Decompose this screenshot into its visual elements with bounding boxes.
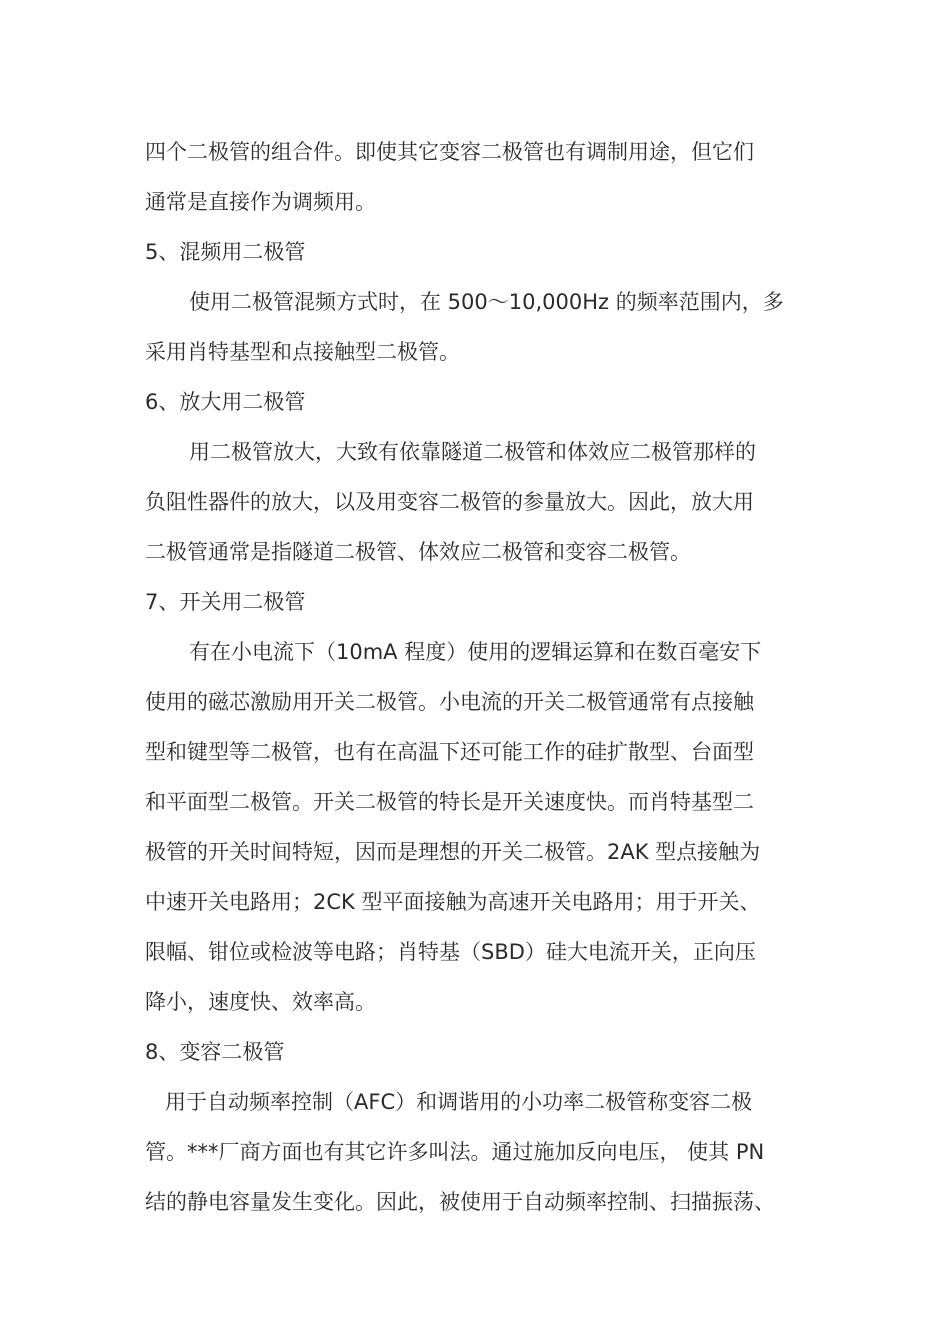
paragraph-line: 用于自动频率控制（AFC）和调谐用的小功率二极管称变容二极 — [165, 1090, 753, 1114]
paragraph-line: 限幅、钳位或检波等电路；肖特基（SBD）硅大电流开关，正向压 — [145, 940, 756, 964]
section-heading-switching-diode: 7、开关用二极管 — [145, 590, 306, 614]
paragraph-line: 结的静电容量发生变化。因此，被使用于自动频率控制、扫描振荡、 — [145, 1190, 775, 1214]
paragraph-line: 采用肖特基型和点接触型二极管。 — [145, 340, 460, 364]
paragraph-line: 二极管通常是指隧道二极管、体效应二极管和变容二极管。 — [145, 540, 691, 564]
paragraph-line: 降小，速度快、效率高。 — [145, 990, 376, 1014]
paragraph-line: 中速开关电路用；2CK 型平面接触为高速开关电路用；用于开关、 — [145, 890, 761, 914]
document-body — [145, 127, 810, 1227]
paragraph-line: 四个二极管的组合件。即使其它变容二极管也有调制用途，但它们 — [145, 140, 754, 164]
section-heading-varactor-diode: 8、变容二极管 — [145, 1040, 285, 1064]
paragraph-line: 有在小电流下（10mA 程度）使用的逻辑运算和在数百毫安下 — [189, 640, 762, 664]
section-heading-amplifier-diode: 6、放大用二极管 — [145, 390, 306, 414]
paragraph-line: 极管的开关时间特短，因而是理想的开关二极管。2AK 型点接触为 — [145, 840, 761, 864]
paragraph-line: 使用二极管混频方式时，在 500～10,000Hz 的频率范围内，多 — [189, 290, 784, 314]
paragraph-line: 和平面型二极管。开关二极管的特长是开关速度快。而肖特基型二 — [145, 790, 754, 814]
paragraph-line: 负阻性器件的放大，以及用变容二极管的参量放大。因此，放大用 — [145, 490, 754, 514]
paragraph-line: 型和键型等二极管，也有在高温下还可能工作的硅扩散型、台面型 — [145, 740, 754, 764]
paragraph-line: 用二极管放大，大致有依靠隧道二极管和体效应二极管那样的 — [189, 440, 756, 464]
paragraph-line: 管。***厂商方面也有其它许多叫法。通过施加反向电压， 使其 PN — [145, 1140, 765, 1164]
paragraph-line: 使用的磁芯激励用开关二极管。小电流的开关二极管通常有点接触 — [145, 690, 754, 714]
paragraph-line: 通常是直接作为调频用。 — [145, 190, 376, 214]
section-heading-mixing-diode: 5、混频用二极管 — [145, 240, 306, 264]
